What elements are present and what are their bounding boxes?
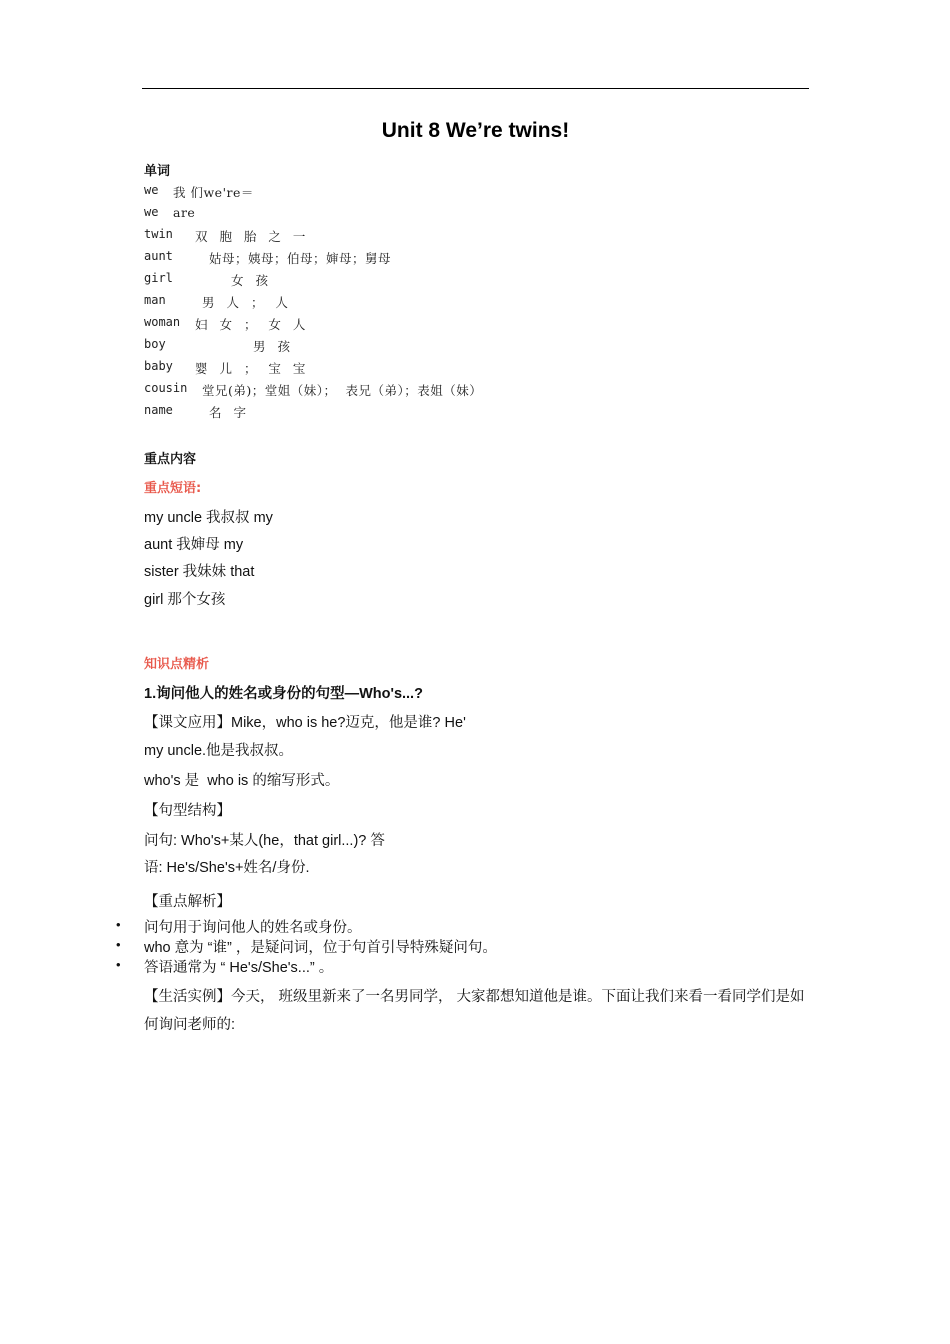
vocab-word: woman <box>144 315 181 329</box>
vocab-meaning: 男 孩 <box>253 339 294 354</box>
vocab-word: name <box>144 403 173 417</box>
page-title: Unit 8 We’re twins! <box>381 119 570 142</box>
vocab-meaning: 堂兄(弟)；堂姐（妹）； 表兄（弟）；表姐（妹） <box>202 383 483 398</box>
vocab-row <box>144 381 483 399</box>
vocab-word: man <box>144 293 166 307</box>
bullet-text: 问句用于询问他人的姓名或身份。 <box>144 920 362 936</box>
vocab-word: baby <box>144 359 173 373</box>
list-item <box>116 916 362 936</box>
point-title: 1.询问他人的姓名或身份的句型—Who's...? <box>144 686 423 702</box>
bullet-icon: • <box>116 917 121 932</box>
structure-line: 语: He's/She's+姓名/身份. <box>144 860 310 876</box>
structure-heading: 【句型结构】 <box>144 803 231 819</box>
vocab-row <box>144 271 272 289</box>
list-item <box>116 936 497 956</box>
vocab-row <box>144 293 292 311</box>
lesson-application-line: 【课文应用】Mike，who is he?迈克，他是谁? He' <box>144 715 466 731</box>
phrase-line: aunt 我婶母 my <box>144 537 244 553</box>
vocab-word: cousin <box>144 381 188 395</box>
list-item <box>116 956 334 976</box>
vocab-row <box>144 315 310 333</box>
vocab-meaning: 姑母；姨母；伯母；婶母；舅母 <box>209 251 392 266</box>
bullet-icon: • <box>116 957 121 972</box>
key-phrases-heading: 重点短语: <box>144 481 202 496</box>
vocab-word: twin <box>144 227 173 241</box>
vocab-row <box>144 337 294 355</box>
vocab-row <box>144 359 310 377</box>
vocab-meaning: 妇 女 ； 女 人 <box>195 317 310 332</box>
vocab-word: we <box>144 183 159 197</box>
vocab-row <box>144 249 392 267</box>
phrase-line: girl 那个女孩 <box>144 592 226 608</box>
vocab-row <box>144 183 254 201</box>
vocab-row <box>144 205 196 223</box>
contraction-note: who's 是 who is 的缩写形式。 <box>144 773 340 789</box>
header-rule <box>142 88 809 89</box>
phrase-line: sister 我妹妹 that <box>144 564 255 580</box>
bullet-icon: • <box>116 937 121 952</box>
analysis-heading: 知识点精析 <box>144 657 210 672</box>
vocab-meaning: 双 胞 胎 之 一 <box>195 229 310 244</box>
vocab-meaning: 婴 儿 ； 宝 宝 <box>195 361 310 376</box>
vocab-word: we <box>144 205 159 219</box>
phrase-line: my uncle 我叔叔 my <box>144 510 273 526</box>
vocab-word: girl <box>144 271 173 285</box>
example-line: 何询问老师的: <box>144 1017 236 1033</box>
vocab-row <box>144 403 250 421</box>
vocab-word: boy <box>144 337 166 351</box>
vocab-meaning: are <box>173 205 196 220</box>
vocab-meaning: 男 人 ； 人 <box>202 295 292 310</box>
example-line: 【生活实例】今天， 班级里新来了一名男同学， 大家都想知道他是谁。下面让我们来看一看同学们是如 <box>144 989 805 1005</box>
structure-line: 问句: Who's+某人(he，that girl...)? 答 <box>144 833 385 849</box>
vocab-heading: 单词 <box>144 164 171 179</box>
analysis-bullet-list <box>116 916 497 976</box>
vocab-word: aunt <box>144 249 173 263</box>
analysis-sub-heading: 【重点解析】 <box>144 894 231 910</box>
key-content-heading: 重点内容 <box>144 452 197 467</box>
vocab-meaning: 名 字 <box>209 405 250 420</box>
bullet-text: 答语通常为 “ He's/She's...” 。 <box>144 960 334 976</box>
vocab-meaning: 女 孩 <box>231 273 272 288</box>
vocab-row <box>144 227 310 245</box>
lesson-application-line: my uncle.他是我叔叔。 <box>144 743 294 759</box>
vocab-meaning: 我 们we're＝ <box>173 185 254 200</box>
bullet-text: who 意为 “谁” ，是疑问词，位于句首引导特殊疑问句。 <box>144 940 497 956</box>
